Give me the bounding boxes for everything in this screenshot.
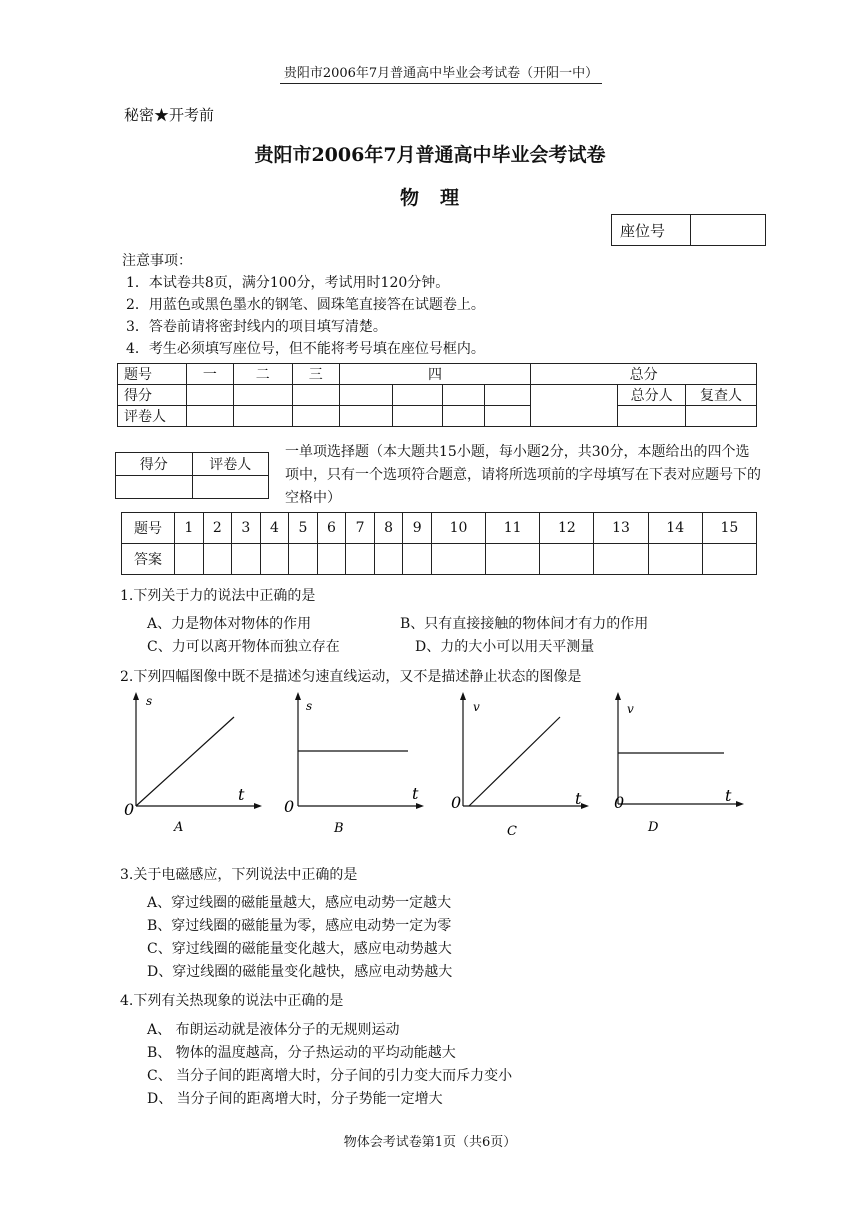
exam-title: 贵阳市2006年7月普通高中毕业会考试卷 xyxy=(254,144,606,166)
note-item: 1．本试卷共8页，满分100分，考试用时120分钟。 xyxy=(126,275,450,291)
x-axis-label: t xyxy=(575,789,582,808)
q4-option-b: B、 物体的温度越高，分子热运动的平均动能越大 xyxy=(147,1045,456,1061)
question-number: 12 xyxy=(540,513,594,544)
answer-cell[interactable] xyxy=(594,544,648,575)
page-footer: 物体会考试卷第1页（共6页） xyxy=(343,1135,517,1150)
y-axis-label: s xyxy=(306,699,313,713)
y-axis-label: v xyxy=(473,700,480,714)
y-axis-arrow xyxy=(615,692,621,700)
score-cell[interactable] xyxy=(292,385,339,406)
section-score-label: 得分 xyxy=(116,453,193,476)
question-3-stem: 3.关于电磁感应，下列说法中正确的是 xyxy=(120,867,358,883)
answer-cell[interactable] xyxy=(260,544,289,575)
seat-number-box xyxy=(611,214,766,246)
x-axis-arrow xyxy=(254,803,262,809)
rechecker-cell[interactable] xyxy=(686,406,757,427)
q3-option-c: C、穿过线圈的磁能量变化越大，感应电动势越大 xyxy=(147,941,452,957)
question-number: 5 xyxy=(289,513,318,544)
question-number: 8 xyxy=(374,513,403,544)
y-axis-label: v xyxy=(627,702,634,716)
answer-cell[interactable] xyxy=(289,544,318,575)
answer-cell[interactable] xyxy=(431,544,485,575)
section-grader-cell[interactable] xyxy=(192,476,269,499)
q1-option-c: C、力可以离开物体而独立存在 xyxy=(147,639,340,655)
x-axis-arrow xyxy=(736,801,744,807)
answer-cell[interactable] xyxy=(540,544,594,575)
row-label-question: 题号 xyxy=(118,364,187,385)
secret-mark: 秘密★开考前 xyxy=(124,106,215,124)
notes-block xyxy=(122,250,485,360)
row-label-score: 得分 xyxy=(118,385,187,406)
score-cell[interactable] xyxy=(485,385,531,406)
answer-cell[interactable] xyxy=(346,544,375,575)
part-2: 二 xyxy=(233,364,292,385)
graph-label: D xyxy=(648,820,659,835)
question-number: 13 xyxy=(594,513,648,544)
q4-option-a: A、 布朗运动就是液体分子的无规则运动 xyxy=(147,1022,400,1038)
answer-cell[interactable] xyxy=(403,544,432,575)
question-number: 14 xyxy=(648,513,702,544)
answer-cell[interactable] xyxy=(317,544,346,575)
origin-label: 0 xyxy=(451,793,462,812)
score-cell[interactable] xyxy=(339,385,392,406)
q3-option-d: D、穿过线圈的磁能量变化越快，感应电动势越大 xyxy=(147,964,453,980)
graph-label: C xyxy=(507,824,517,838)
answer-cell[interactable] xyxy=(702,544,756,575)
grader-cell[interactable] xyxy=(485,406,531,427)
q4-option-d: D、 当分子间的距离增大时，分子势能一定增大 xyxy=(147,1091,443,1107)
answer-cell[interactable] xyxy=(232,544,261,575)
question-number: 3 xyxy=(232,513,261,544)
grader-cell[interactable] xyxy=(339,406,392,427)
subject-title: 物 理 xyxy=(399,187,460,209)
total-person-cell[interactable] xyxy=(618,406,686,427)
q1-option-a: A、力是物体对物体的作用 xyxy=(147,616,312,632)
origin-label: 0 xyxy=(284,797,295,816)
question-4-stem: 4.下列有关热现象的说法中正确的是 xyxy=(120,993,344,1009)
y-axis-arrow xyxy=(460,692,466,700)
section-score-box xyxy=(115,452,269,499)
x-axis-arrow xyxy=(581,803,589,809)
total-score-cell[interactable] xyxy=(531,385,618,427)
answer-table xyxy=(121,512,757,575)
x-axis-label: t xyxy=(725,786,732,805)
part-4: 四 xyxy=(339,364,531,385)
grader-cell[interactable] xyxy=(442,406,485,427)
graph-a xyxy=(118,688,268,838)
x-axis-arrow xyxy=(416,803,424,809)
y-axis-arrow xyxy=(295,692,301,700)
graph-b xyxy=(280,688,430,838)
x-axis-label: t xyxy=(412,784,419,803)
graph-line xyxy=(469,717,560,806)
question-number: 10 xyxy=(431,513,485,544)
part-1: 一 xyxy=(186,364,233,385)
note-item: 4．考生必须填写座位号，但不能将考号填在座位号框内。 xyxy=(126,341,485,357)
total-person-label: 总分人 xyxy=(618,385,686,406)
graph-label: B xyxy=(334,821,344,836)
seat-label: 座位号 xyxy=(612,215,691,246)
section1-instructions: 一单项选择题（本大题共15小题，每小题2分，共30分，本题给出的四个选项中，只有一个选项符合题意，请将所选项前的字母填写在下表对应题号下的空格中） xyxy=(285,444,761,506)
q3-option-a: A、穿过线圈的磁能量越大，感应电动势一定越大 xyxy=(147,895,452,911)
answer-cell[interactable] xyxy=(486,544,540,575)
question-number: 2 xyxy=(203,513,232,544)
grader-cell[interactable] xyxy=(233,406,292,427)
y-axis-label: s xyxy=(146,694,153,708)
origin-label: 0 xyxy=(614,793,625,812)
section-grader-label: 评卷人 xyxy=(192,453,269,476)
question-2-stem: 2.下列四幅图像中既不是描述匀速直线运动，又不是描述静止状态的图像是 xyxy=(120,669,582,685)
origin-label: 0 xyxy=(124,800,135,819)
question-number: 7 xyxy=(346,513,375,544)
rechecker-label: 复查人 xyxy=(686,385,757,406)
score-cell[interactable] xyxy=(442,385,485,406)
seat-number-field[interactable] xyxy=(691,215,766,246)
graph-c xyxy=(445,688,595,838)
score-cell[interactable] xyxy=(186,385,233,406)
total-header: 总分 xyxy=(531,364,757,385)
score-cell[interactable] xyxy=(392,385,442,406)
grader-cell[interactable] xyxy=(186,406,233,427)
note-item: 3．答卷前请将密封线内的项目填写清楚。 xyxy=(126,319,387,335)
answer-cell[interactable] xyxy=(203,544,232,575)
answer-table-header: 题号 xyxy=(122,513,175,544)
section-score-cell[interactable] xyxy=(116,476,193,499)
question-number: 15 xyxy=(702,513,756,544)
graph-d xyxy=(600,688,750,838)
running-header: 贵阳市2006年7月普通高中毕业会考试卷（开阳一中） xyxy=(280,62,602,84)
q1-option-b: B、只有直接接触的物体间才有力的作用 xyxy=(400,616,649,632)
question-number: 4 xyxy=(260,513,289,544)
q1-option-d: D、力的大小可以用天平测量 xyxy=(415,639,595,655)
x-axis-label: t xyxy=(238,785,245,804)
question-number: 6 xyxy=(317,513,346,544)
answer-cell[interactable] xyxy=(175,544,204,575)
answer-cell[interactable] xyxy=(374,544,403,575)
note-item: 2．用蓝色或黑色墨水的钢笔、圆珠笔直接答在试题卷上。 xyxy=(126,297,485,313)
graph-line xyxy=(136,717,234,806)
q3-option-b: B、穿过线圈的磁能量为零，感应电动势一定为零 xyxy=(147,918,452,934)
question-number: 11 xyxy=(486,513,540,544)
score-cell[interactable] xyxy=(233,385,292,406)
graph-label: A xyxy=(174,820,184,835)
question-number: 1 xyxy=(175,513,204,544)
grader-cell[interactable] xyxy=(292,406,339,427)
score-table xyxy=(117,363,757,427)
answer-cell[interactable] xyxy=(648,544,702,575)
question-number: 9 xyxy=(403,513,432,544)
q4-option-c: C、 当分子间的距离增大时，分子间的引力变大而斥力变小 xyxy=(147,1068,513,1084)
answer-row-label: 答案 xyxy=(122,544,175,575)
row-label-grader: 评卷人 xyxy=(118,406,187,427)
y-axis-arrow xyxy=(133,692,139,700)
part-3: 三 xyxy=(292,364,339,385)
grader-cell[interactable] xyxy=(392,406,442,427)
question-1-stem: 1.下列关于力的说法中正确的是 xyxy=(120,588,316,604)
notes-heading: 注意事项： xyxy=(122,253,192,269)
